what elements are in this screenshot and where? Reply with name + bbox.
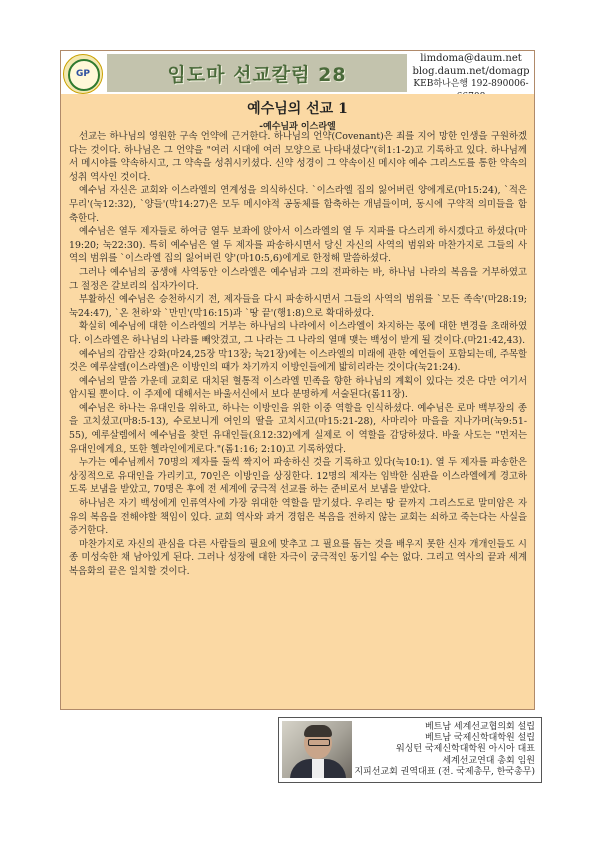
photo-shirt: [312, 759, 324, 778]
paragraph: 누가는 예수님께서 70명의 제자를 둘씩 짝지어 파송하신 것을 기록하고 있다(눅10:1). 열 두 제자를 파송한은 상징적으로 유대인을 가리키고, 70인은 이방인을 상징한다. 12명의 제자는 임박한 심판을 이스라엘에게 경고하도록 보냄을 받았고, 70명은 후에 전 세계에 궁극적 선교를 하는 준비로서 보냄을 받았다.: [69, 457, 527, 496]
paragraph: 선교는 하나님의 영원한 구속 언약에 근거한다. 하나님의 언약(Covenant)은 죄를 지어 망한 인생을 구원하겠다는 것이다. 하나님은 그 언약을 "여러 시대에 여러 모양으로 나타내셨다"(히1:1-2)고 기록하고 있다. 하나님께서 메시야를 약속하시고, 그 약속을 성취시키셨다. 신약 성경이 그 약속이신 메시야 예수 그리스도를 통한 약속의 성취 역사인 것이다.: [69, 131, 527, 183]
article-text: [69, 130, 527, 579]
paragraph: 부활하신 예수님은 승천하시기 전, 제자들을 다시 파송하시면서 그들의 사역의 범위를 `모든 족속'(마28:19; 눅24:47), `온 천하'와 `만민'(막16:15)과 `땅 끝'(행1:8)으로 확대하셨다.: [69, 294, 527, 319]
article-title: 예수님의 선교 1: [247, 101, 348, 117]
contact-blog: blog.daum.net/domagp: [412, 66, 530, 77]
bank-account: KEB하나은행 192-890006-: [413, 79, 529, 89]
paragraph: 예수님 자신은 교회와 이스라엘의 연계성을 의식하신다. `이스라엘 집의 잃어버린 양에게로(마15:24), `적은 무리'(눅12:32), `양들'(막14:27)은 모두 메시야적 공동체를 함축하는 개념들이며, 동시에 구약적 의미들을 함축한다.: [69, 185, 527, 224]
author-role: 베트남 세계선교협의회 설립: [424, 722, 535, 732]
paragraph: 예수님의 감람산 강화(마24,25장 막13장; 눅21장)에는 이스라엘의 미래에 관한 예언들이 포함되는데, 주목할 것은 예루살렘(이스라엘)은 이방인의 때가 차기까지 이방인들에게 밟히리라는 것이다(눅21:24).: [69, 348, 527, 374]
author-role: 베트남 국제신학대학원 설립: [424, 733, 535, 744]
paragraph: 확실히 예수님에 대한 이스라엘의 거부는 하나님의 나라에서 이스라엘이 차지하는 몫에 대한 변경을 초래하였다. 이스라엘은 하나님의 나라를 빼앗겼고, 그 나라는 그 나라의 열매 맺는 백성이 받게 될 것이다.(마21:42,43).: [69, 321, 527, 346]
column-header: [60, 50, 535, 96]
paragraph: 예수님의 말씀 가운데 교회로 대치된 혈통적 이스라엘 민족을 향한 하나님의 계획이 있다는 것은 다만 여기서 암시될 뿐이다. 이 주제에 대해서는 바울서신에서 보다 분명하게 서술된다(롬11장).: [69, 375, 527, 401]
gp-logo: [63, 54, 103, 94]
paragraph: 그러나 예수님의 공생애 사역동안 이스라엘은 예수님과 그의 전파하는 바, 하나님 나라의 복음을 거부하였고 그 절정은 갈보리의 십자가이다.: [69, 266, 527, 292]
logo-text: GP: [76, 69, 90, 79]
paragraph: 마찬가지로 자신의 관심을 다른 사람들의 필요에 맞추고 그 필요를 돕는 것을 배우지 못한 신자 개개인들도 시종 미성숙한 채 남아있게 된다. 그러나 성장에 대한 자극이 궁극적인 동기일 수는 없다. 그리고 역사의 끝과 세계 복음화의 끝은 일치할 것이다.: [69, 538, 527, 577]
paragraph: 예수님은 열두 제자들로 하여금 열두 보좌에 앉아서 이스라엘의 열 두 지파를 다스리게 하시겠다고 하셨다(마19:20; 눅22:30). 특히 예수님은 열 두 제자를 파송하시면서 당신 자신의 사역의 범위와 마찬가지로 그들의 사역의 범위를 `이스라엘 집의 잃어버린 양'(마10:5,6)에게로 한정해 말씀하셨다.: [69, 226, 527, 265]
author-box: [278, 717, 542, 783]
author-role: 지피선교회 권역대표 (전. 국제총무, 한국총무): [354, 766, 535, 777]
article-body-box: [60, 94, 535, 710]
article-subtitle: -예수님과 이스라엘: [259, 122, 336, 132]
column-banner: [107, 54, 407, 92]
author-role: 워싱턴 국제신학대학원 아시아 대표: [396, 744, 535, 755]
photo-hair: [304, 725, 332, 737]
author-role: 세계선교연대 총회 임원: [442, 755, 535, 766]
author-roles: [354, 722, 535, 778]
column-title: 임도마 선교칼럼 28: [167, 63, 347, 86]
photo-glasses: [308, 739, 330, 746]
paragraph: 예수님은 하나는 유대인을 위하고, 하나는 이방인을 위한 이중 역할을 인식하셨다. 예수님은 로마 백부장의 종을 고치셨고(마8:5-13), 수로보니게 여인의 딸을 고치시고(마15:21-28), 사마리아 마을을 지나가며(눅9:51-55), 예루살렘에서 예수님을 찾던 유대인들(요12:32)에게 실제로 이 역할을 감당하셨다. 바울 사도는 "먼저는 유대인에게요, 또한 헬라인에게로다."(롬1:16; 2:10)고 기록하였다.: [69, 402, 527, 455]
paragraph: 하나님은 자기 백성에게 인류역사에 가장 위대한 역할을 맡기셨다. 우리는 땅 끝까지 그리스도로 말미암은 자유의 복음을 전해야할 책임이 있다. 교회 역사와 과거 경험은 복음을 전하지 않는 교회는 쇠하고 죽는다는 사실을 증거한다.: [69, 498, 527, 537]
author-photo: [282, 721, 352, 778]
contact-email: limdoma@daum.net: [420, 53, 522, 64]
